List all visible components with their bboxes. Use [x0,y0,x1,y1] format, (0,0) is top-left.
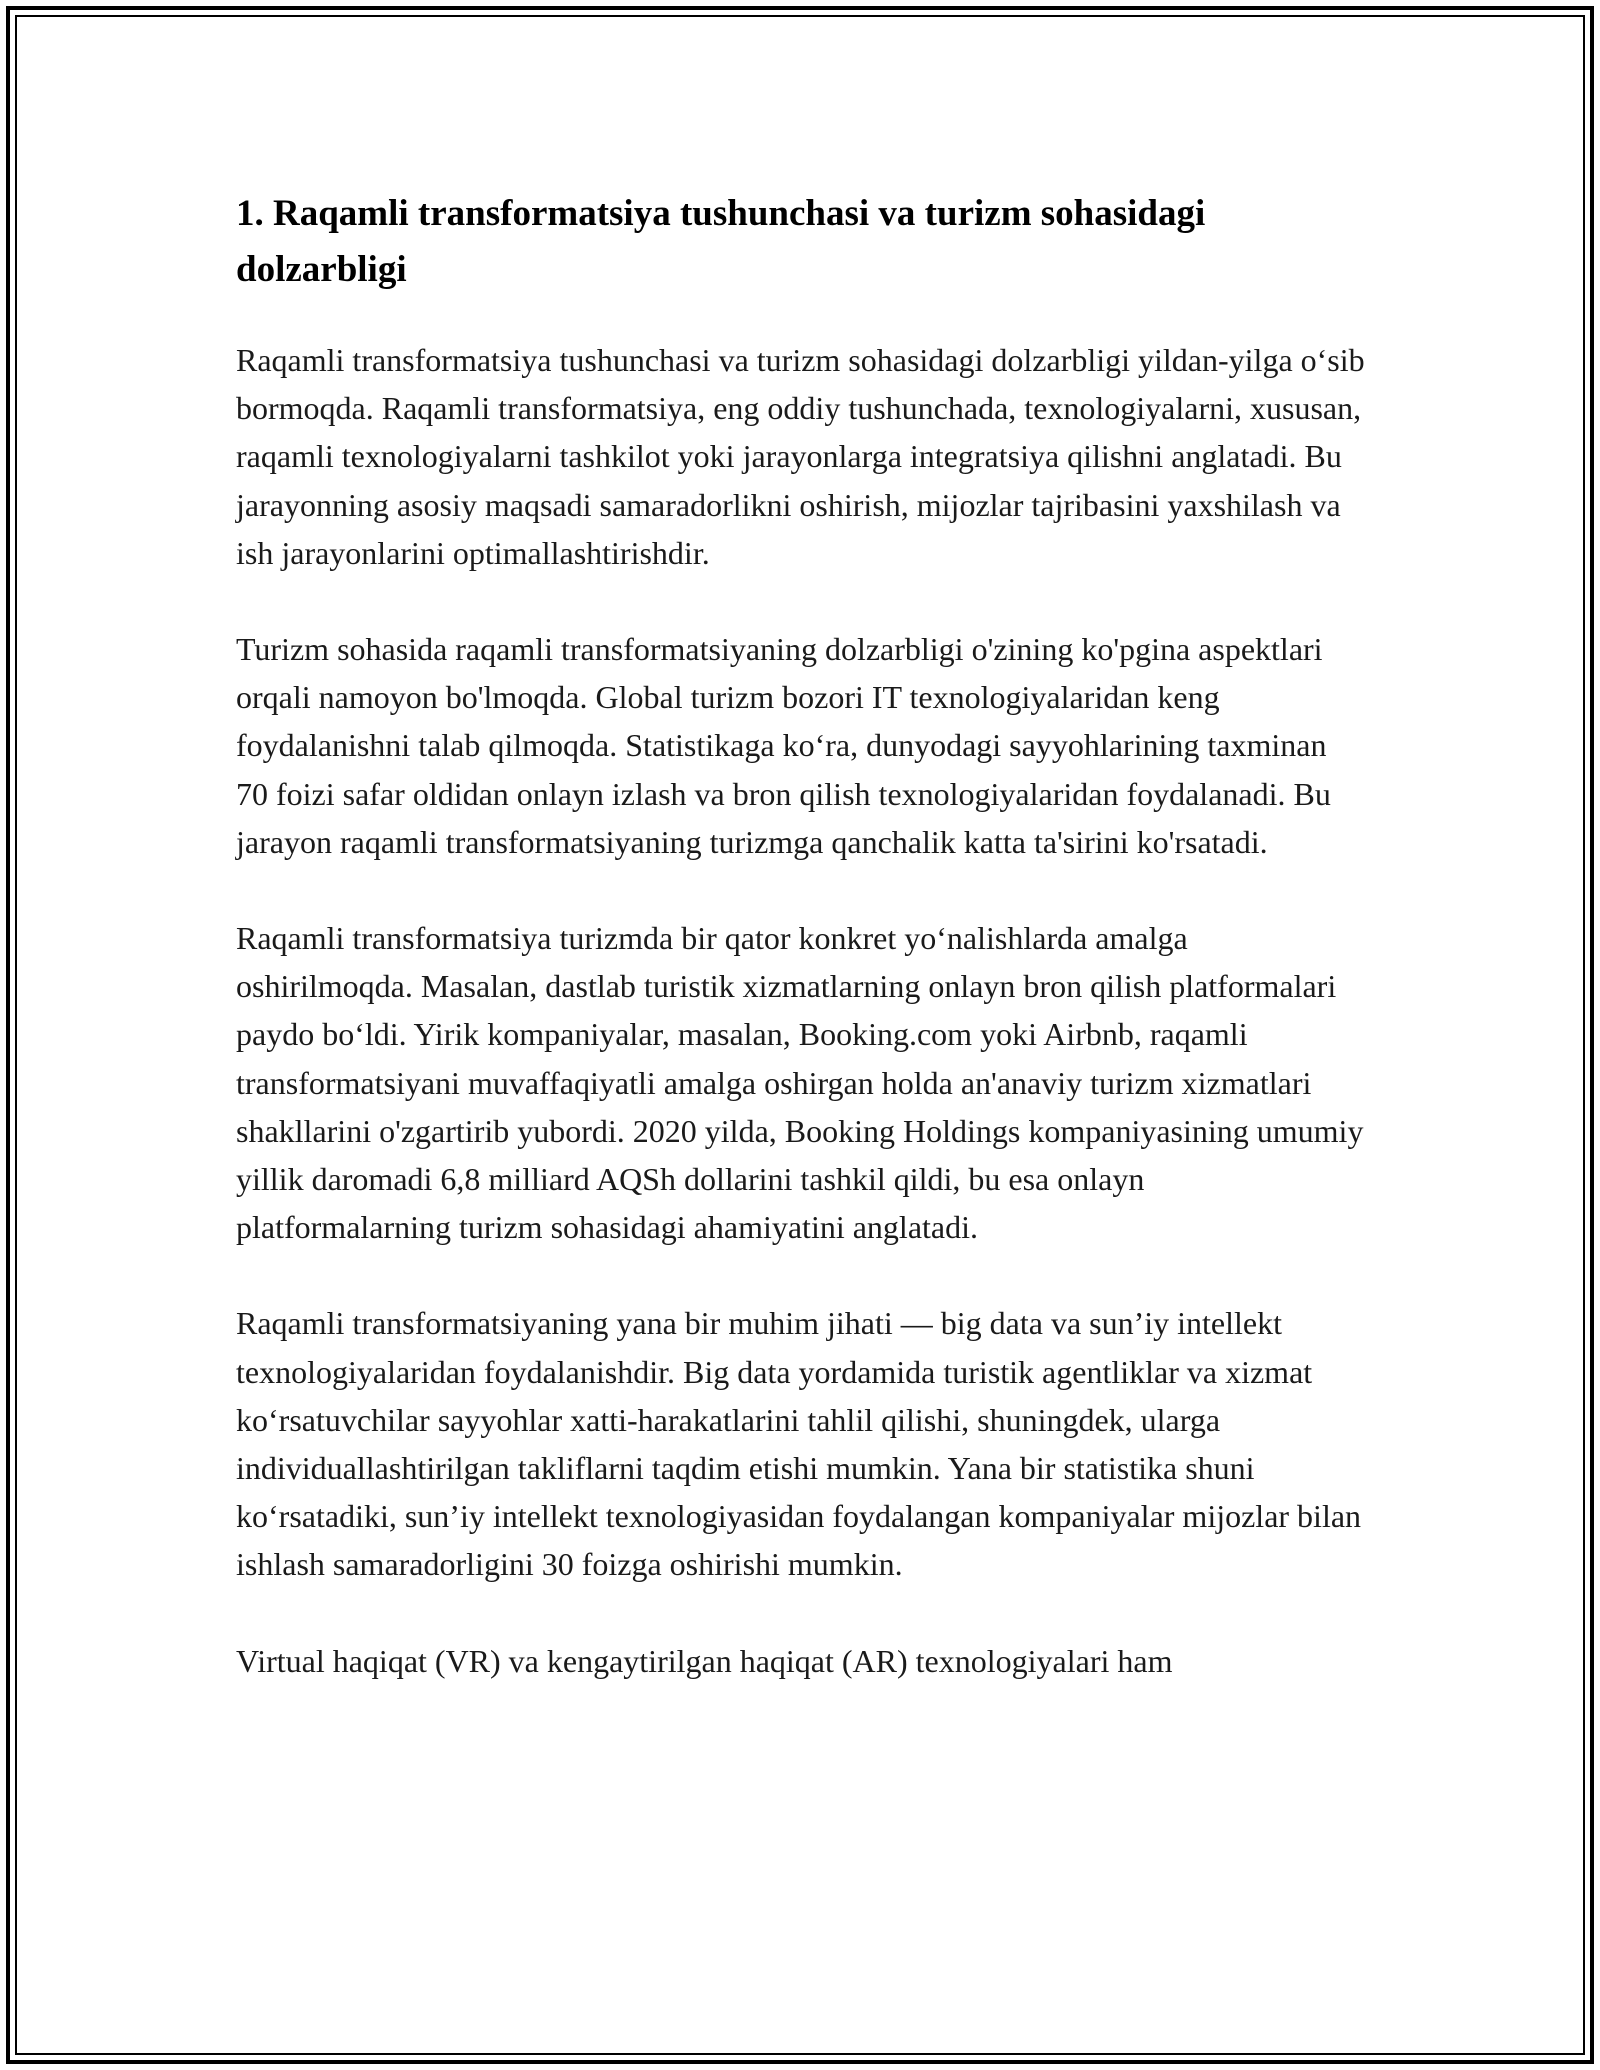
paragraph-4: Raqamli transformatsiyaning yana bir muhim jihati — big data va sun’iy intellekt texnologiyalaridan foydalanishdir. Big data yordamida turistik agentliklar va xizmat ko‘rsatuvchilar sayyohlar xatti-harakatlarini tahlil qilishi, shuningdek, ularga individuallashtirilgan takliflarni taqdim etishi mumkin. Yana bir statistika shuni ko‘rsatadiki, sun’iy intellekt texnologiyasidan foydalangan kompaniyalar mijozlar bilan ishlash samaradorligini 30 foizga oshirishi mumkin. [236,1305,1362,1583]
section-heading: 1. Raqamli transformatsiya tushunchasi va turizm sohasidagi dolzarbligi [236,193,1206,290]
paragraph-5: Virtual haqiqat (VR) va kengaytirilgan haqiqat (AR) texnologiyalari ham [236,1642,1173,1679]
paragraph-1: Raqamli transformatsiya tushunchasi va turizm sohasidagi dolzarbligi yildan-yilga o‘sib bormoqda. Raqamli transformatsiya, eng oddiy tushunchada, texnologiyalarni, xususan, raqamli texnologiyalarni tashkilot yoki jarayonlarga integratsiya qilishni anglatadi. Bu jarayonning asosiy maqsadi samaradorlikni oshirish, mijozlar tajribasini yaxshilash va ish jarayonlarini optimallashtirishdir. [236,342,1365,571]
paragraph-2: Turizm sohasida raqamli transformatsiyaning dolzarbligi o'zining ko'pgina aspektlari orqali namoyon bo'lmoqda. Global turizm bozori IT texnologiyalaridan keng foydalanishni talab qilmoqda. Statistikaga ko‘ra, dunyodagi sayyohlarining taxminan 70 foizi safar oldidan onlayn izlash va bron qilish texnologiyalaridan foydalanadi. Bu jarayon raqamli transformatsiyaning turizmga qanchalik katta ta'sirini ko'rsatadi. [236,631,1331,860]
document-body [236,186,1366,1733]
paragraph-3: Raqamli transformatsiya turizmda bir qator konkret yo‘nalishlarda amalga oshirilmoqda. Masalan, dastlab turistik xizmatlarning onlayn bron qilish platformalari paydo bo‘ldi. Yirik kompaniyalar, masalan, Booking.com yoki Airbnb, raqamli transformatsiyani muvaffaqiyatli amalga oshirgan holda an'anaviy turizm xizmatlari shakllarini o'zgartirib yubordi. 2020 yilda, Booking Holdings kompaniyasining umumiy yillik daromadi 6,8 milliard AQSh dollarini tashkil qildi, bu esa onlayn platformalarning turizm sohasidagi ahamiyatini anglatadi. [236,920,1364,1246]
